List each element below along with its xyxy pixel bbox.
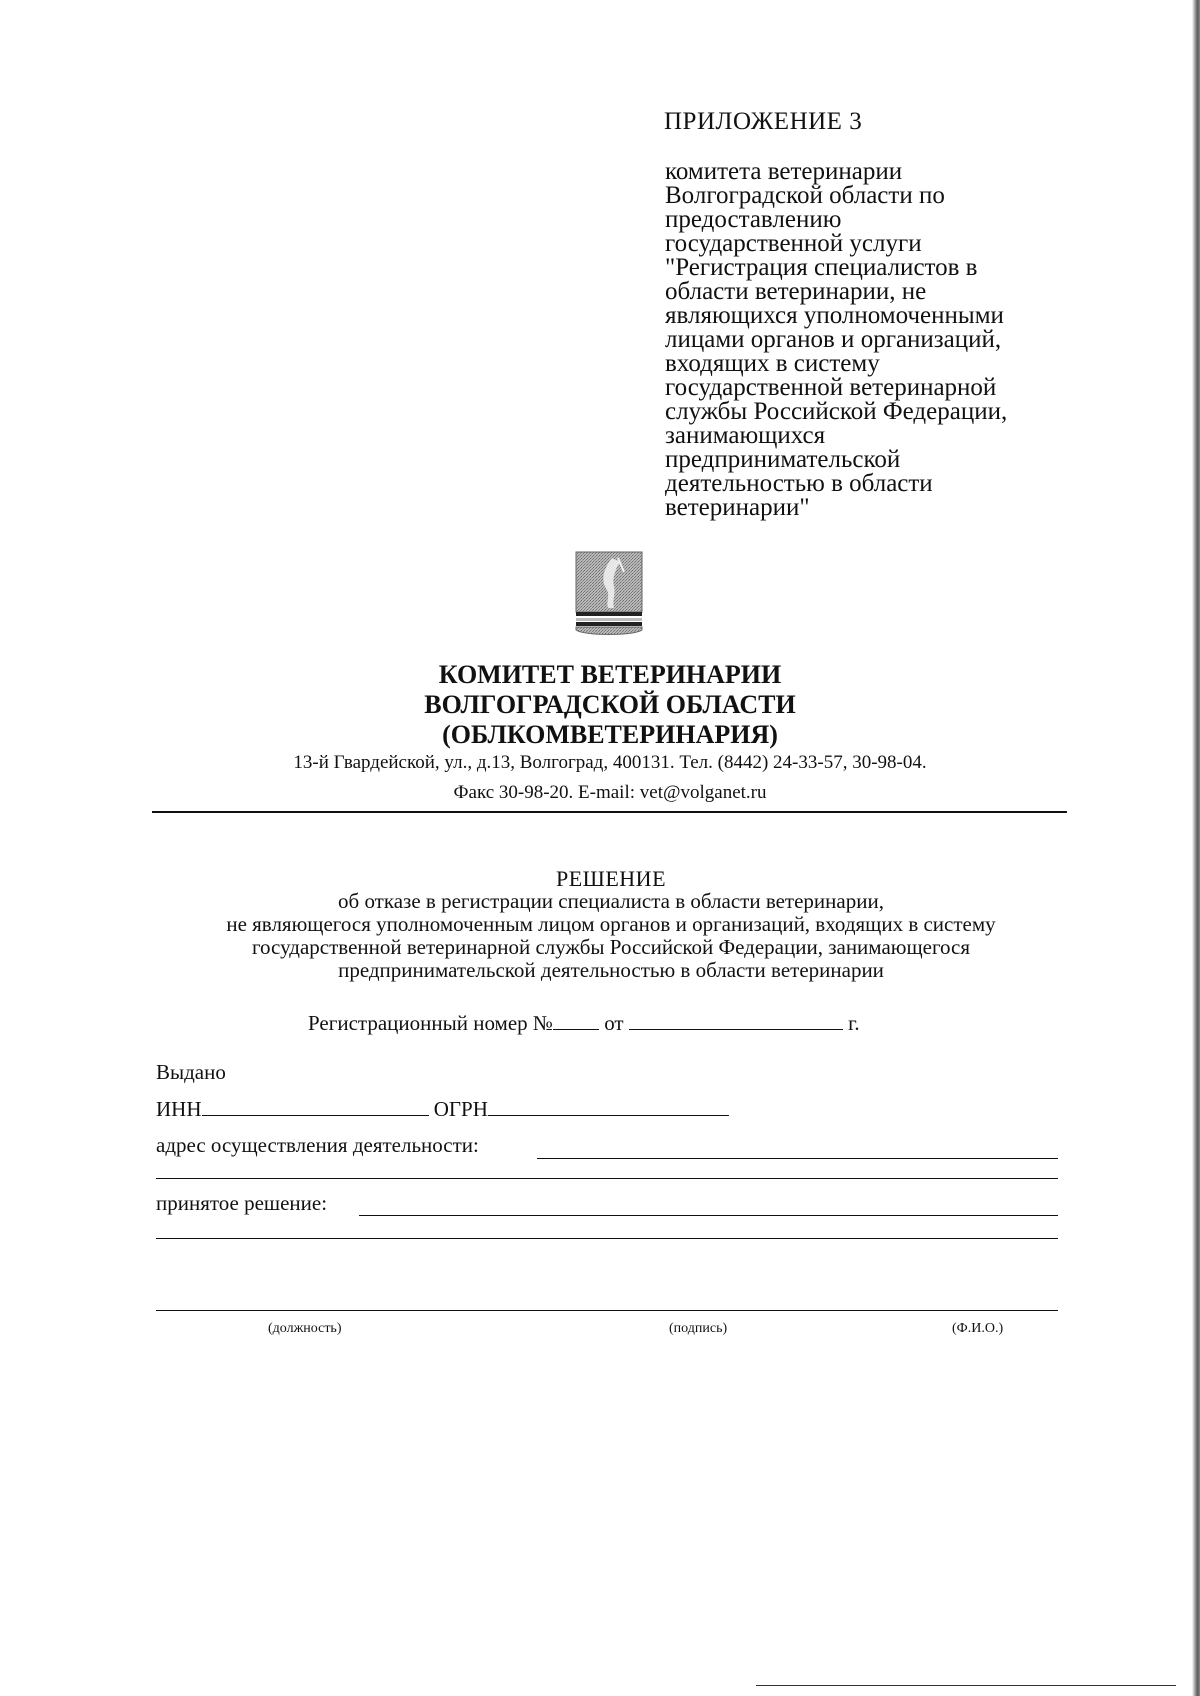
registration-date-field[interactable]	[629, 1011, 843, 1030]
activity-address-field[interactable]	[537, 1158, 1058, 1159]
decision-taken-field[interactable]	[359, 1215, 1058, 1216]
organization-fax-email: Факс 30-98-20. E-mail: vet@volganet.ru	[453, 782, 767, 803]
appendix-line: области ветеринарии, не	[665, 278, 927, 305]
appendix-line: ветеринарии"	[665, 494, 810, 521]
decision-subtitle-line: государственной ветеринарной службы Российской Федерации, занимающегося	[251, 935, 971, 959]
appendix-line: предпринимательской	[665, 446, 901, 473]
activity-address-label: адрес осуществления деятельности:	[156, 1133, 479, 1157]
registration-year-label: г.	[848, 1011, 860, 1035]
appendix-line: деятельностью в области	[665, 470, 933, 497]
appendix-line: "Регистрация специалистов в	[665, 254, 978, 281]
decision-taken-label: принятое решение:	[156, 1191, 328, 1215]
ogrn-field[interactable]	[488, 1097, 729, 1116]
registration-number-row	[308, 1011, 860, 1036]
decision-subtitle-line: предпринимательской деятельностью в области ветеринарии	[338, 958, 884, 982]
appendix-line: являющихся уполномоченными	[665, 302, 1004, 329]
coat-of-arms-emblem	[574, 550, 644, 638]
decision-subtitle	[0, 890, 1200, 982]
bottom-scan-line	[756, 1685, 1176, 1686]
inn-ogrn-row	[156, 1097, 729, 1122]
organization-name	[0, 660, 1200, 750]
issued-label: Выдано	[156, 1060, 226, 1084]
registration-number-field[interactable]	[553, 1011, 599, 1030]
organization-address: 13-й Гвардейской, ул., д.13, Волгоград, 400131. Тел. (8442) 24-33-57, 30-98-04.	[293, 752, 927, 773]
decision-subtitle-line: не являющегося уполномоченным лицом органов и организаций, входящих в систему	[226, 912, 996, 936]
decision-subtitle-line: об отказе в регистрации специалиста в области ветеринарии,	[338, 889, 884, 913]
position-caption: (должность)	[268, 1321, 342, 1336]
inn-field[interactable]	[202, 1097, 429, 1116]
appendix-line: комитета ветеринарии	[665, 158, 903, 185]
ogrn-label: ОГРН	[433, 1097, 488, 1121]
inn-label: ИНН	[156, 1097, 202, 1121]
appendix-line: занимающихся	[665, 422, 826, 449]
organization-line: (ОБЛКОМВЕТЕРИНАРИЯ)	[442, 720, 778, 749]
appendix-line: входящих в систему	[665, 350, 880, 377]
appendix-title: ПРИЛОЖЕНИЕ 3	[664, 108, 863, 135]
signature-line[interactable]	[156, 1310, 1058, 1311]
appendix-line: службы Российской Федерации,	[665, 398, 1008, 425]
appendix-line: государственной ветеринарной	[665, 374, 997, 401]
registration-number-label: Регистрационный номер №	[308, 1011, 553, 1035]
decision-taken-field-line-2[interactable]	[156, 1238, 1058, 1239]
full-name-caption: (Ф.И.О.)	[952, 1321, 1004, 1336]
activity-address-field-line-2[interactable]	[156, 1178, 1058, 1179]
appendix-line: Волгоградской области по	[665, 182, 945, 209]
appendix-line: предоставлению	[665, 206, 842, 233]
organization-line: КОМИТЕТ ВЕТЕРИНАРИИ	[438, 660, 782, 689]
registration-from-label: от	[604, 1011, 624, 1035]
scan-page-edge	[1192, 0, 1200, 1696]
organization-line: ВОЛГОГРАДСКОЙ ОБЛАСТИ	[424, 690, 796, 719]
appendix-line: государственной услуги	[665, 230, 922, 257]
signature-caption: (подпись)	[669, 1321, 728, 1336]
appendix-line: лицами органов и организаций,	[665, 326, 1002, 353]
decision-title: РЕШЕНИЕ	[555, 866, 667, 891]
appendix-description	[665, 160, 1085, 520]
header-divider	[152, 811, 1067, 813]
